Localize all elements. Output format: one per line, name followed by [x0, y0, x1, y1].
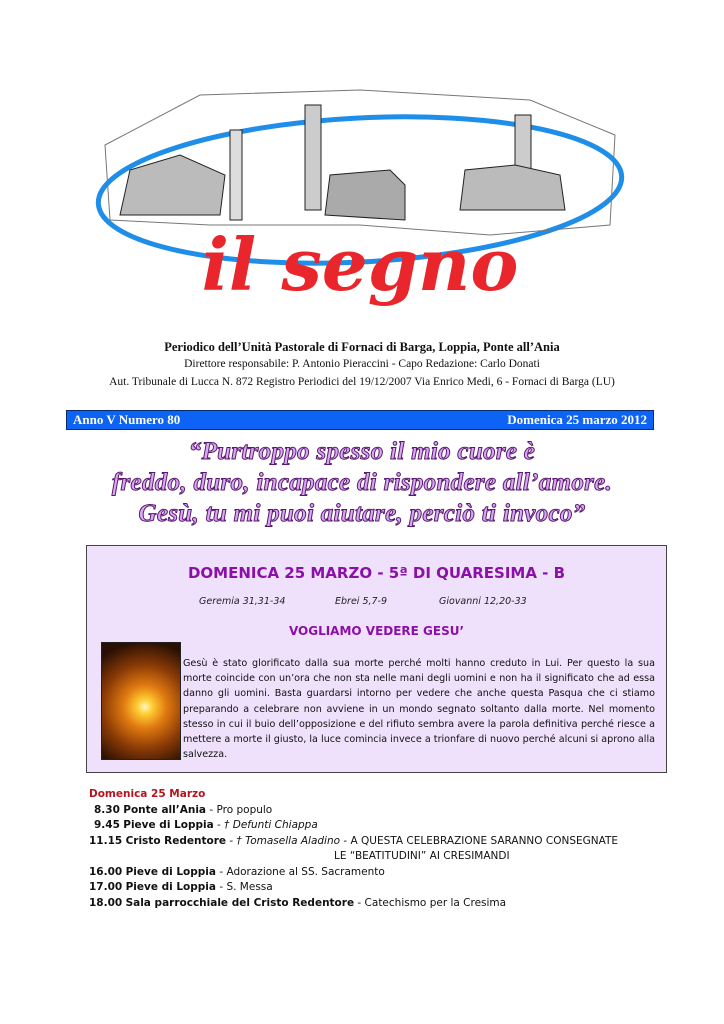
schedule-item: 17.00 Pieve di Loppia - S. Messa [89, 881, 273, 893]
reading-3: Giovanni 12,20-33 [439, 596, 527, 607]
schedule [89, 787, 649, 911]
box-subtitle: VOGLIAMO VEDERE GESU’ [288, 624, 465, 638]
box-text: Gesù è stato glorificato dalla sua morte perché molti hanno creduto in Lui. Per questo la sua morte coincide con un’ora che non sta nelle mani degli uomini e non ha il significato che ad essa danno gli uomini. Basta guardarsi intorno per vedere che anche questa Pasqua che ci stiamo preparando a celebrare non avviene in un mondo segnato soltanto dalla morte. Nel momento stesso in cui il buio dell’opposizione e del rifiuto sembra avere la parola definitiva perché riesce a mettere a morte il giusto, la luce comincia invece a trionfare di nuovo perché alcuni si aprono alla salvezza. [183, 658, 655, 761]
schedule-item: 18.00 Sala parrocchiale del Cristo Redentore - Catechismo per la Cresima [89, 896, 507, 909]
sunday-box [86, 545, 667, 773]
header-line-3: Aut. Tribunale di Lucca N. 872 Registro Periodici del 19/12/2007 Via Enrico Medi, 6 - Fornaci di Barga (LU) [109, 376, 615, 388]
issue-date: Domenica 25 marzo 2012 [507, 412, 647, 427]
schedule-day: Domenica 25 Marzo [89, 788, 206, 800]
reading-2: Ebrei 5,7-9 [335, 596, 388, 607]
header-line-1: Periodico dell’Unità Pastorale di Fornaci di Barga, Loppia, Ponte all’Ania [164, 340, 560, 354]
schedule-item: 8.30 Ponte all’Ania - Pro populo [94, 803, 273, 816]
issue-number: Anno V Numero 80 [73, 412, 181, 427]
schedule-continuation: LE “BEATITUDINI” AI CRESIMANDI [334, 850, 510, 862]
svg-text:il segno: il segno [201, 222, 519, 307]
schedule-item: 9.45 Pieve di Loppia - † Defunti Chiappa [94, 819, 318, 831]
box-title: DOMENICA 25 MARZO - 5ª DI QUARESIMA - B [187, 564, 566, 582]
schedule-item: 16.00 Pieve di Loppia - Adorazione al SS. Sacramento [89, 865, 385, 878]
issue-bar [66, 410, 654, 430]
quote-line-3: Gesù, tu mi puoi aiutare, perciò ti invoco” [138, 500, 586, 527]
schedule-item: 11.15 Cristo Redentore - † Tomasella Aladino - A QUESTA CELEBRAZIONE SARANNO CONSEGNATE [89, 834, 619, 847]
masthead-logo [60, 75, 660, 325]
sunset-photo [101, 642, 181, 760]
quote-line-2: freddo, duro, incapace di rispondere all’amore. [111, 469, 613, 496]
quote-line-1: “Purtroppo spesso il mio cuore è [188, 438, 536, 465]
header-line-2: Direttore responsabile: P. Antonio Pieraccini - Capo Redazione: Carlo Donati [184, 358, 540, 370]
reading-1: Geremia 31,31-34 [199, 596, 286, 607]
